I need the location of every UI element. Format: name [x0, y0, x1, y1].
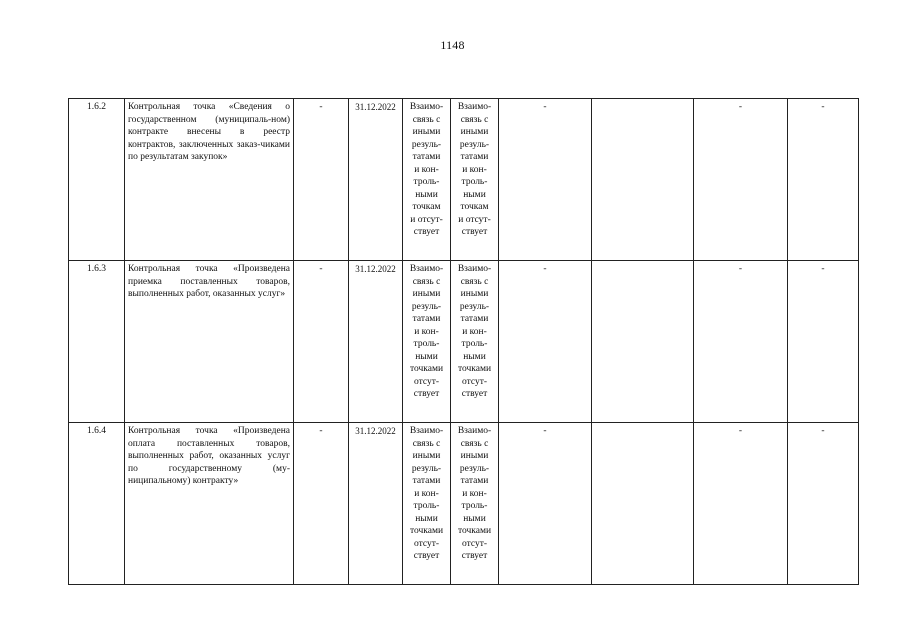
- deadline-date: 31.12.2022: [349, 261, 403, 423]
- cell-col7: -: [499, 261, 592, 423]
- cell-col10: -: [788, 261, 859, 423]
- cell-col10: -: [788, 99, 859, 261]
- table-row: [69, 261, 859, 423]
- page-number: 1148: [440, 38, 465, 52]
- control-point-name: Контрольная точка «Произведена приемка поставленных товаров, выполненных работ, оказанных услуг»: [125, 261, 294, 423]
- cell-col9: -: [694, 99, 788, 261]
- row-number: 1.6.4: [69, 423, 125, 585]
- deadline-date: 31.12.2022: [349, 423, 403, 585]
- row-number: 1.6.3: [69, 261, 125, 423]
- control-point-name: Контрольная точка «Произведена оплата поставленных товаров, выполненных работ, оказанных услуг по государственному (му-ниципальному) контракту»: [125, 423, 294, 585]
- cell-col3: -: [294, 261, 349, 423]
- relation-cell-2: Взаимо- связь с иными резуль- татами и кон- троль- ными точками отсут- ствует: [451, 423, 499, 585]
- deadline-date: 31.12.2022: [349, 99, 403, 261]
- cell-col8: [592, 423, 694, 585]
- table-row: [69, 99, 859, 261]
- cell-col8: [592, 261, 694, 423]
- cell-col10: -: [788, 423, 859, 585]
- cell-col3: -: [294, 423, 349, 585]
- control-points-table: [68, 98, 859, 585]
- control-point-name: Контрольная точка «Сведения о государственном (муниципаль-ном) контракте внесены в реестр контрактов, заключенных заказ-чиками по результатам закупок»: [125, 99, 294, 261]
- cell-col9: -: [694, 423, 788, 585]
- relation-cell-1: Взаимо- связь с иными резуль- татами и кон- троль- ными точками отсут- ствует: [403, 261, 451, 423]
- cell-col7: -: [499, 423, 592, 585]
- cell-col7: -: [499, 99, 592, 261]
- relation-cell-2: Взаимо- связь с иными резуль- татами и кон- троль- ными точками отсут- ствует: [451, 261, 499, 423]
- table-row: [69, 423, 859, 585]
- relation-cell-1: Взаимо- связь с иными резуль- татами и кон- троль- ными точкам и отсут- ствует: [403, 99, 451, 261]
- cell-col3: -: [294, 99, 349, 261]
- relation-cell-1: Взаимо- связь с иными резуль- татами и кон- троль- ными точками отсут- ствует: [403, 423, 451, 585]
- row-number: 1.6.2: [69, 99, 125, 261]
- cell-col8: [592, 99, 694, 261]
- relation-cell-2: Взаимо- связь с иными резуль- татами и кон- троль- ными точкам и отсут- ствует: [451, 99, 499, 261]
- cell-col9: -: [694, 261, 788, 423]
